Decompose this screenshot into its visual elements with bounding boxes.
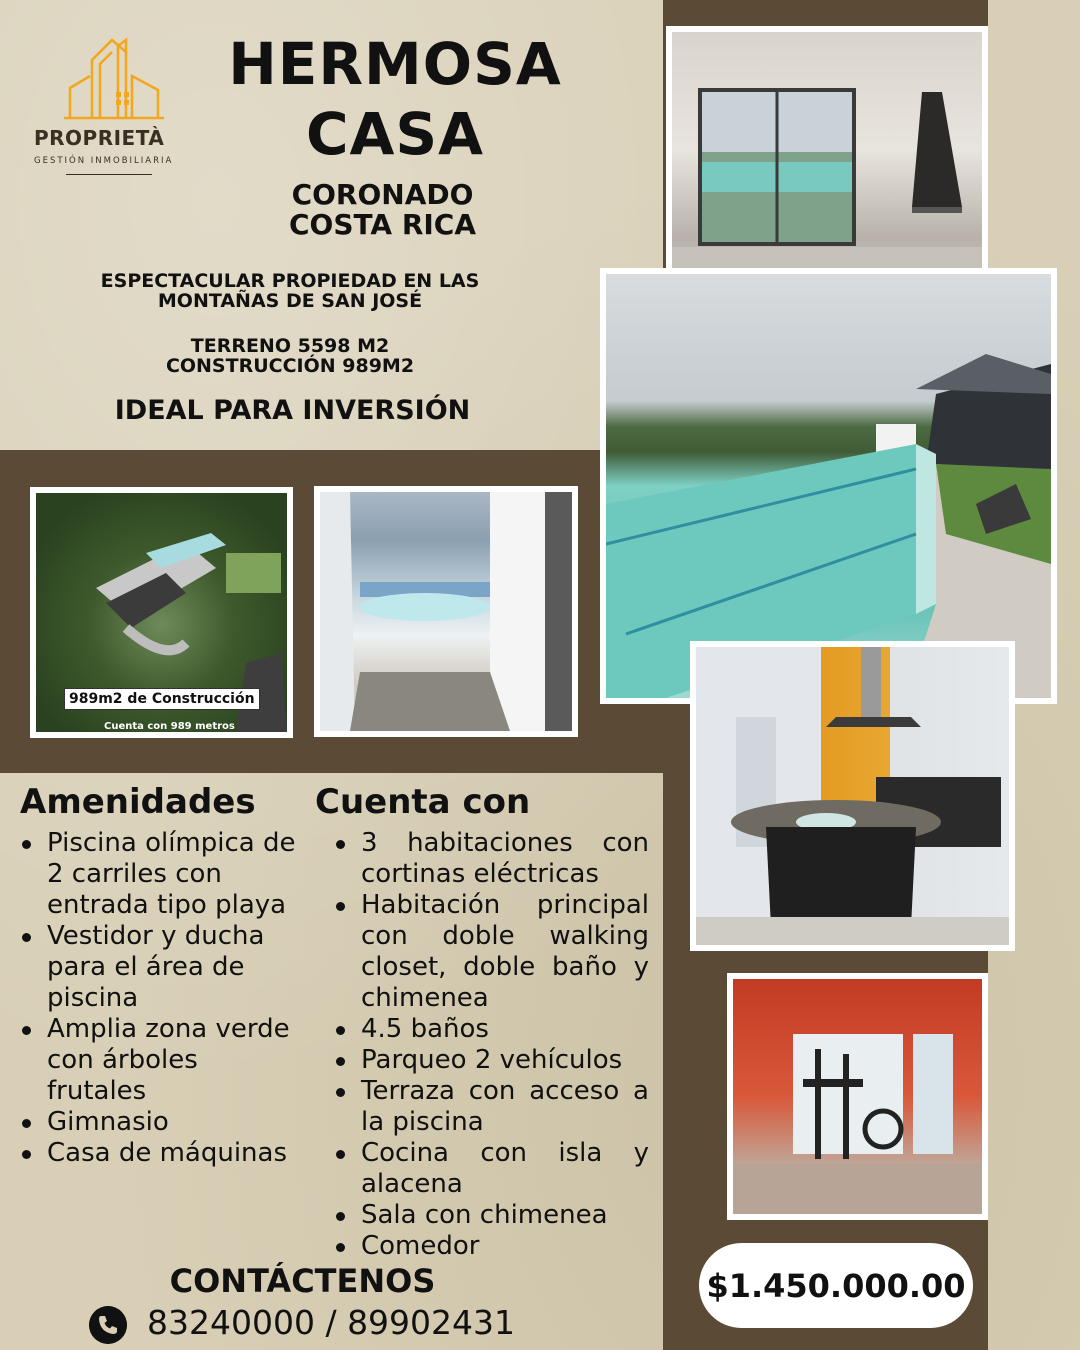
land-area: TERRENO 5598 M2 <box>190 335 390 357</box>
location-line-1: CORONADO <box>291 178 474 211</box>
list-item: 3 habitaciones con cortinas eléctricas <box>334 828 649 890</box>
list-item: Vestidor y ducha para el área de piscina <box>20 921 305 1014</box>
gym-photo <box>727 973 988 1220</box>
aerial-photo-label: 989m2 de Construcción <box>64 688 260 710</box>
phone-icon <box>89 1306 127 1344</box>
brand-name: PROPRIETÀ <box>34 126 165 150</box>
price-badge: $1.450.000.00 <box>699 1243 973 1328</box>
pool-photo <box>600 268 1057 704</box>
phone-numbers[interactable]: 83240000 / 89902431 <box>147 1303 516 1342</box>
pool-entrance-photo <box>314 486 578 737</box>
aerial-photo-caption: Cuenta con 989 metros <box>104 721 235 732</box>
list-item: Amplia zona verde con árboles frutales <box>20 1014 305 1107</box>
aerial-photo <box>30 487 293 738</box>
subtitle-line-1: ESPECTACULAR PROPIEDAD EN LAS <box>100 270 480 292</box>
location-line-2: COSTA RICA <box>288 208 477 241</box>
brand-tagline: GESTIÓN INMOBILIARIA <box>34 156 174 166</box>
list-item: Habitación principal con doble walking closet, doble baño y chimenea <box>334 890 649 1014</box>
list-item: Terraza con acceso a la piscina <box>334 1076 649 1138</box>
amenities-heading: Amenidades <box>20 782 256 822</box>
title-line-2: CASA <box>305 100 485 168</box>
list-item: 4.5 baños <box>334 1014 649 1045</box>
investment-headline: IDEAL PARA INVERSIÓN <box>114 395 471 426</box>
amenities-list <box>20 828 305 1169</box>
kitchen-photo <box>690 641 1015 951</box>
list-item: Casa de máquinas <box>20 1138 305 1169</box>
list-item: Cocina con isla y alacena <box>334 1138 649 1200</box>
list-item: Parqueo 2 vehículos <box>334 1045 649 1076</box>
top-band <box>663 0 988 18</box>
list-item: Sala con chimenea <box>334 1200 649 1231</box>
construction-area: CONSTRUCCIÓN 989M2 <box>165 355 415 377</box>
contact-heading: CONTÁCTENOS <box>169 1262 436 1300</box>
list-item: Comedor <box>334 1231 649 1262</box>
building-logo-icon <box>30 18 195 178</box>
list-item: Gimnasio <box>20 1107 305 1138</box>
features-heading: Cuenta con <box>315 782 531 822</box>
brand-divider <box>66 174 152 175</box>
list-item: Piscina olímpica de 2 carriles con entrada tipo playa <box>20 828 305 921</box>
features-list <box>334 828 649 1262</box>
subtitle-line-2: MONTAÑAS DE SAN JOSÉ <box>157 290 423 312</box>
title-line-1: HERMOSA <box>228 30 562 98</box>
